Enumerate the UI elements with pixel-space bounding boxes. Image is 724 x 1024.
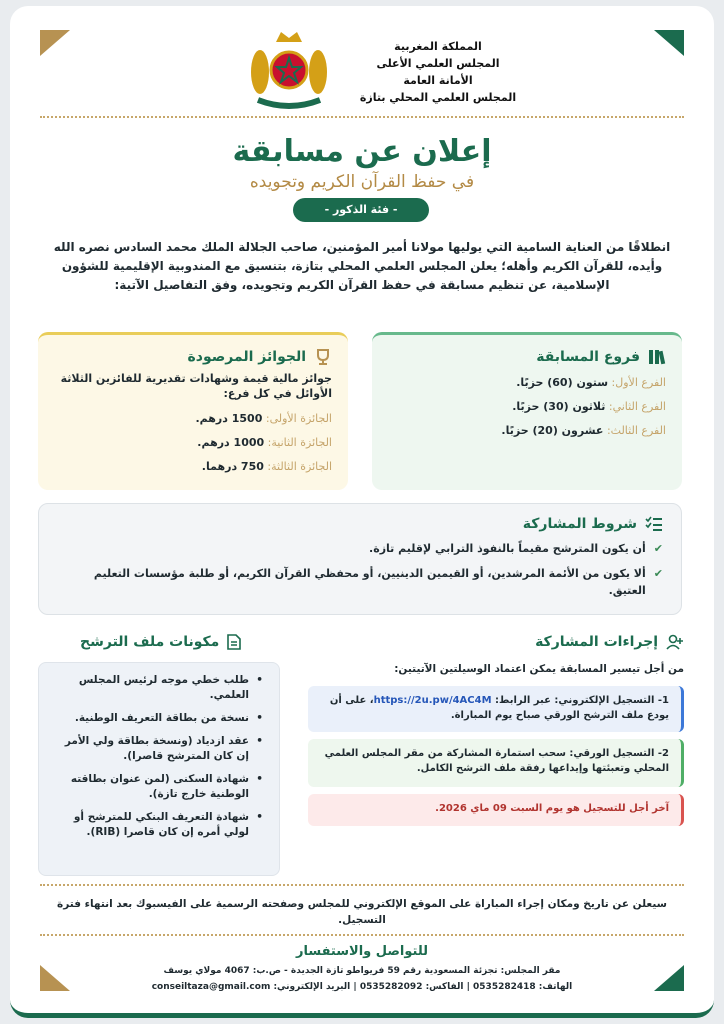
header-line: المجلس العلمي المحلي بتازة (359, 91, 517, 104)
deadline-notice: آخر أجل للتسجيل هو يوم السبت 09 ماي 2026. (308, 794, 684, 826)
branches-card (372, 332, 682, 490)
branch-label: الفرع الأول: (611, 376, 666, 389)
branch-row (388, 400, 666, 413)
prize-row (54, 436, 332, 449)
branch-label: الفرع الثاني: (608, 400, 666, 413)
branch-label: الفرع الثالث: (606, 424, 666, 437)
page-subtitle: في حفظ القرآن الكريم وتجويده (249, 172, 475, 192)
contact-address: مقر المجلس: تجزئة المسعودية رقم 59 فريواطو تازة الجديدة - ص.ب: 4067 مولاي يوسف (163, 966, 561, 976)
registration-link[interactable]: https://2u.pw/4AC4M (373, 695, 492, 706)
announcement-page (10, 6, 714, 1018)
prize-value: 1500 درهم. (195, 412, 263, 425)
branches-title: فروع المسابقة (536, 349, 640, 365)
prize-value: 1000 درهم. (197, 436, 265, 449)
page-title: إعلان عن مسابقة (232, 134, 492, 169)
category-badge: - فئة الذكور - (293, 198, 429, 222)
list-item: • نسخة من بطاقة التعريف الوطنية. (49, 711, 265, 726)
condition-item (57, 565, 663, 599)
announcement-notice: سيعلن عن تاريخ ومكان إجراء المباراة على الموقع الإلكتروني للمجلس وصفحته الرسمية على الفيسبوك بعد انتهاء فترة التسجيل. (57, 898, 667, 926)
list-item: • طلب خطي موجه لرئيس المجلس العلمي. (49, 673, 265, 703)
checkmark-icon: ✔ (653, 542, 663, 555)
letterhead (10, 28, 714, 118)
file-heading (80, 634, 241, 650)
contact-title: للتواصل والاستفسار (295, 944, 429, 959)
prize-value: 750 درهما. (201, 460, 264, 473)
header-line: الأمانة العامة (403, 74, 473, 87)
prize-label: الجائزة الثالثة: (267, 460, 332, 473)
intro-paragraph: انطلاقًا من العناية السامية التي يوليها مولانا أمير المؤمنين، صاحب الجلالة الملك محمد السادس نصره الله وأيده، للقرآن الكريم وأهله؛ يعلن المجلس العلمي المحلي بتازة، بتنسيق مع المندوبية الإقليمية للشؤون الإسلامية، عن تنظيم مسابقة في حفظ القرآن الكريم وتجويده، وفق التفاصيل الآتية: (53, 240, 671, 292)
divider (40, 884, 684, 886)
moroccan-coat-of-arms-icon (248, 28, 330, 112)
branch-value: ثلاثون (30) حزبًا. (512, 400, 606, 413)
document-icon (227, 634, 241, 650)
branch-value: ستون (60) حزبًا. (516, 376, 609, 389)
prize-row (54, 460, 332, 473)
conditions-heading (57, 516, 663, 532)
step1-prefix: 1- التسجيل الإلكتروني: عبر الرابط: (495, 695, 669, 706)
branches-heading (388, 349, 666, 365)
trophy-icon (314, 349, 332, 365)
prize-label: الجائزة الأولى: (265, 412, 332, 425)
step-electronic-registration (308, 686, 684, 732)
divider (40, 934, 684, 936)
list-item: • شهادة السكنى (لمن عنوان بطاقته الوطنية خارج تازة). (49, 772, 265, 802)
procedures-heading (535, 634, 684, 650)
prize-row (54, 412, 332, 425)
step1-suffix: ، على أن يودع ملف الترشح الورقي صباح يوم المباراة. (329, 695, 669, 721)
prizes-title: الجوائز المرصودة (187, 349, 306, 365)
branch-value: عشرون (20) حزبًا. (501, 424, 604, 437)
procedures-title: إجراءات المشاركة (535, 634, 658, 650)
list-item: • شهادة التعريف البنكي للمترشح أو لولي أمره إن كان قاصرا (RIB). (49, 810, 265, 840)
branch-row (388, 424, 666, 437)
condition-text: ألا يكون من الأئمة المرشدين، أو القيمين الدينيين، أو محفظي القرآن الكريم، أو طلبة مؤسسات التعليم العتيق. (93, 567, 646, 597)
books-icon (648, 349, 666, 365)
file-list (49, 673, 265, 840)
prize-label: الجائزة الثانية: (267, 436, 332, 449)
list-item: • عقد ازدياد (ونسخة بطاقة ولي الأمر إن كان المترشح قاصرا). (49, 734, 265, 764)
condition-item (57, 540, 663, 557)
conditions-title: شروط المشاركة (522, 516, 637, 532)
checklist-icon (645, 516, 663, 532)
step-paper-registration: 2- التسجيل الورقي: سحب استمارة المشاركة من مقر المجلس العلمي المحلي وتعبئتها وإيداعها رفقة ملف الترشح الكامل. (308, 739, 684, 787)
header-line: المجلس العلمي الأعلى (376, 57, 500, 70)
branch-row (388, 376, 666, 389)
prizes-heading (54, 349, 332, 365)
divider (40, 116, 684, 118)
checkmark-icon: ✔ (653, 567, 663, 580)
conditions-card (38, 503, 682, 615)
prizes-description: جوائز مالية قيمة وشهادات تقديرية للفائزين الثلاثة الأوائل في كل فرع: (60, 372, 332, 400)
prizes-card (38, 332, 348, 490)
condition-text: أن يكون المترشح مقيماً بالنفوذ الترابي لإقليم تازة. (369, 542, 646, 555)
file-components-box (38, 662, 280, 876)
issuer-lines (358, 38, 518, 106)
file-title: مكونات ملف الترشح (80, 634, 220, 650)
header-line: المملكة المغربية (394, 40, 482, 53)
contact-phones: الهاتف: 0535282418 | الفاكس: 0535282092 | البريد الإلكتروني: conseiltaza@gmail.com (151, 982, 573, 992)
procedures-intro: من أجل تيسير المسابقة يمكن اعتماد الوسيلتين الآتيتين: (394, 663, 684, 675)
add-user-icon (666, 634, 684, 650)
